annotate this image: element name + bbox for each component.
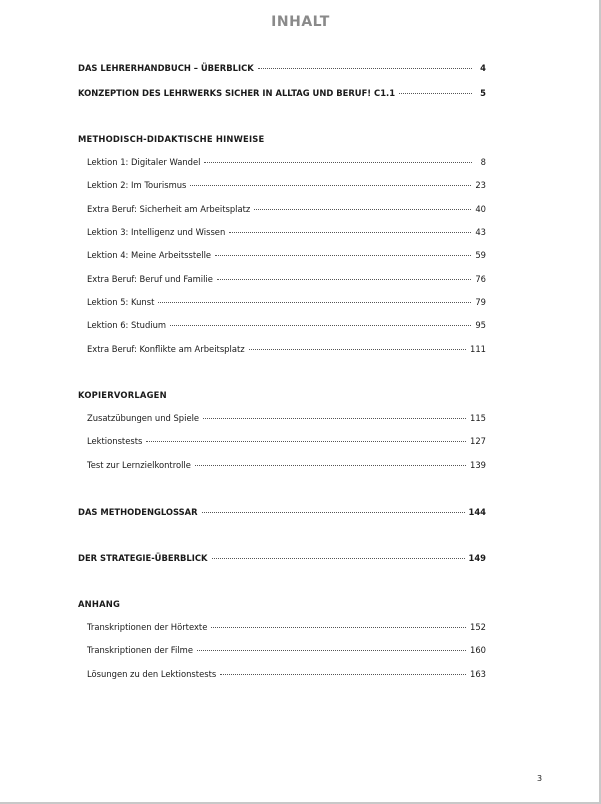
toc-entry-lehrerhandbuch[interactable]: [78, 63, 486, 74]
toc-entry-label: Lektion 1: Digitaler Wandel: [87, 157, 201, 167]
dot-leader: [215, 255, 471, 256]
toc-entry-label: DAS LEHRERHANDBUCH – ÜBERBLICK: [78, 63, 254, 73]
dot-leader: [202, 512, 465, 513]
dot-leader: [211, 627, 466, 628]
dot-leader: [399, 93, 472, 94]
dot-leader: [254, 209, 471, 210]
toc-entry-page: 4: [480, 63, 486, 73]
toc-entry-page: 79: [475, 297, 486, 307]
toc-entry-strategie[interactable]: [78, 553, 486, 564]
toc-entry-label: Test zur Lernzielkontrolle: [87, 460, 191, 470]
toc-entry-label: Zusatzübungen und Spiele: [87, 413, 200, 423]
toc-entry-label: Lektionstests: [87, 436, 143, 446]
toc-entry[interactable]: [87, 645, 486, 656]
toc-entry-konzeption[interactable]: [78, 88, 486, 99]
page-number: 3: [537, 774, 543, 783]
dot-leader: [146, 441, 466, 442]
dot-leader: [204, 162, 472, 163]
toc-entry-page: 95: [475, 320, 486, 330]
toc-entry-page: 149: [468, 553, 486, 563]
toc-entry-page: 144: [468, 507, 486, 517]
toc-entry-label: Lektion 2: Im Tourismus: [87, 180, 187, 190]
dot-leader: [158, 302, 471, 303]
toc-entry[interactable]: [87, 204, 486, 215]
toc-entry[interactable]: [87, 413, 486, 424]
toc-entry[interactable]: [87, 344, 486, 355]
toc-entry-label: Lektion 3: Intelligenz und Wissen: [87, 227, 226, 237]
dot-leader: [203, 418, 466, 419]
toc-entry[interactable]: [87, 227, 486, 238]
toc-entry-label: Lektion 6: Studium: [87, 320, 167, 330]
toc-entry-page: 5: [480, 88, 486, 98]
toc-entry[interactable]: [87, 274, 486, 285]
dot-leader: [197, 650, 466, 651]
toc-entry-page: 76: [475, 274, 486, 284]
toc-entry-page: 111: [470, 344, 486, 354]
toc-entry-page: 8: [480, 157, 486, 167]
toc-entry-page: 160: [470, 645, 486, 655]
toc-entry[interactable]: [87, 250, 486, 261]
page-title: INHALT: [271, 14, 330, 30]
toc-entry[interactable]: [87, 157, 486, 168]
toc-entry-label: Lektion 5: Kunst: [87, 297, 155, 307]
dot-leader: [229, 232, 471, 233]
toc-entry-label: Extra Beruf: Konflikte am Arbeitsplatz: [87, 344, 245, 354]
section-heading-kopiervorlagen: KOPIERVORLAGEN: [78, 390, 167, 400]
toc-entry-label: Extra Beruf: Sicherheit am Arbeitsplatz: [87, 204, 251, 214]
dot-leader: [249, 349, 466, 350]
dot-leader: [190, 185, 471, 186]
section-heading-anhang: ANHANG: [78, 599, 121, 609]
toc-entry-page: 23: [475, 180, 486, 190]
toc-entry-label: DER STRATEGIE-ÜBERBLICK: [78, 553, 208, 563]
toc-entry[interactable]: [87, 622, 486, 633]
dot-leader: [220, 674, 466, 675]
toc-entry[interactable]: [87, 460, 486, 471]
toc-entry-page: 115: [470, 413, 486, 423]
toc-entry-label: Transkriptionen der Hörtexte: [87, 622, 208, 632]
toc-entry[interactable]: [87, 436, 486, 447]
toc-entry-label: Extra Beruf: Beruf und Familie: [87, 274, 213, 284]
section-heading-methodisch: METHODISCH-DIDAKTISCHE HINWEISE: [78, 134, 265, 144]
toc-entry-methodenglossar[interactable]: [78, 507, 486, 518]
dot-leader: [258, 68, 472, 69]
toc-entry-page: 127: [470, 436, 486, 446]
dot-leader: [217, 279, 471, 280]
dot-leader: [212, 558, 465, 559]
toc-entry-page: 163: [470, 669, 486, 679]
toc-entry-label: DAS METHODENGLOSSAR: [78, 507, 198, 517]
toc-entry-label: KONZEPTION DES LEHRWERKS SICHER IN ALLTAG UND BERUF! C1.1: [78, 88, 396, 98]
toc-entry-page: 139: [470, 460, 486, 470]
dot-leader: [170, 325, 471, 326]
toc-entry-page: 59: [475, 250, 486, 260]
toc-entry[interactable]: [87, 180, 486, 191]
toc-entry-page: 152: [470, 622, 486, 632]
toc-entry[interactable]: [87, 320, 486, 331]
toc-entry-page: 40: [475, 204, 486, 214]
toc-entry-page: 43: [475, 227, 486, 237]
toc-entry[interactable]: [87, 297, 486, 308]
dot-leader: [195, 465, 466, 466]
toc-entry-label: Lösungen zu den Lektionstests: [87, 669, 217, 679]
toc-entry-label: Transkriptionen der Filme: [87, 645, 193, 655]
toc-entry[interactable]: [87, 669, 486, 680]
toc-entry-label: Lektion 4: Meine Arbeitsstelle: [87, 250, 212, 260]
